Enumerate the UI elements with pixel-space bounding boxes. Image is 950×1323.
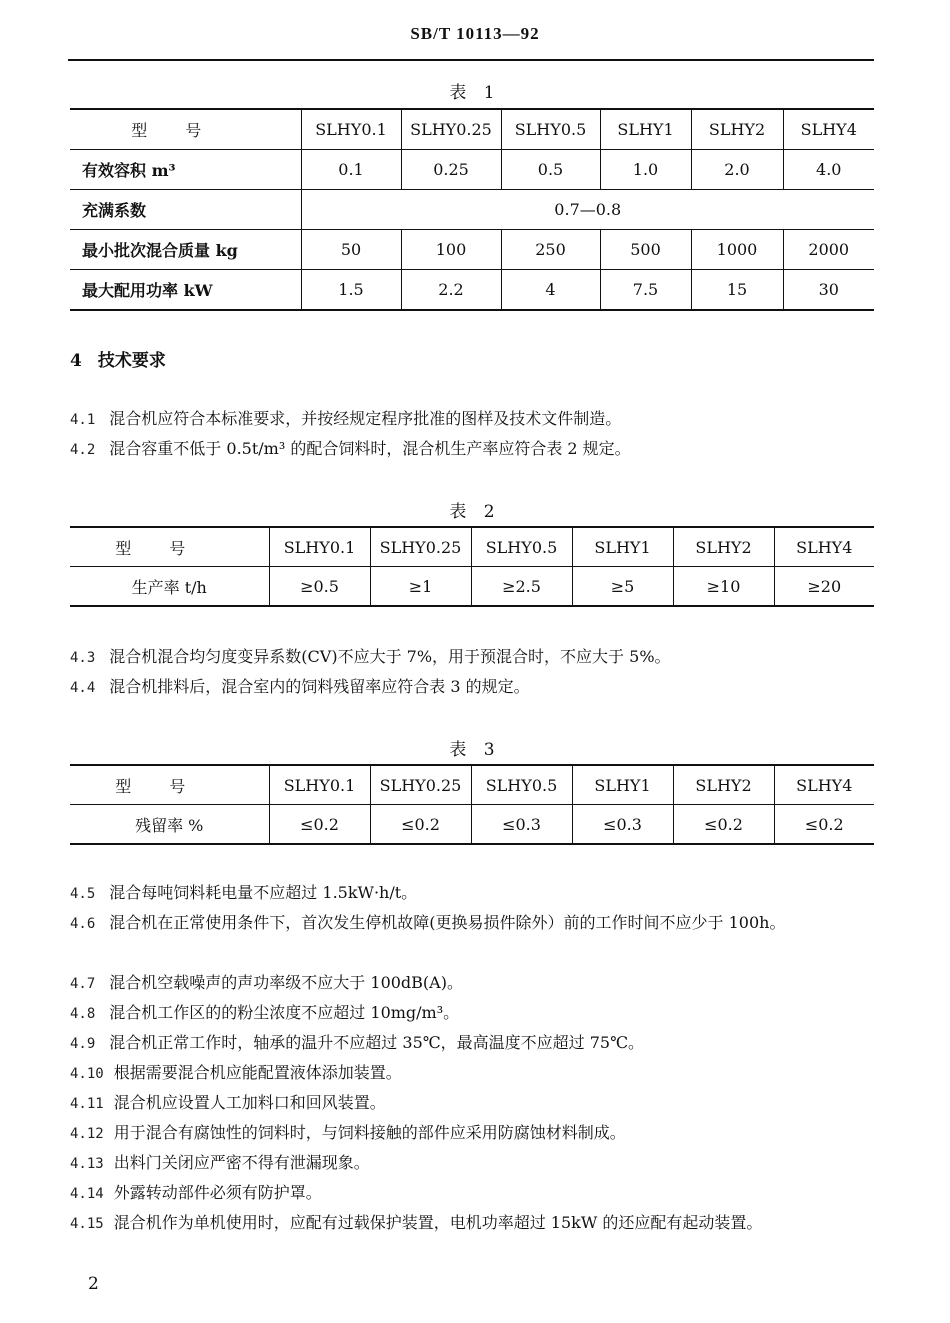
table2-model: SLHY0.1: [269, 527, 370, 567]
clause: [70, 908, 876, 939]
table-cell: 1.5: [301, 270, 401, 311]
table3-model: SLHY2: [673, 765, 774, 805]
clause-number: 4.14: [70, 1186, 104, 1202]
table3-model: SLHY0.1: [269, 765, 370, 805]
clause-number: 4.7: [70, 976, 96, 992]
table-cell: 2.2: [401, 270, 501, 311]
table2: [70, 526, 874, 607]
page-number: 2: [88, 1274, 99, 1294]
clause-number: 4.8: [70, 1006, 96, 1022]
clause: [70, 968, 876, 999]
table-cell: ≥20: [774, 567, 874, 607]
clause: [70, 1178, 876, 1209]
clause: [70, 642, 876, 673]
clause: [70, 1148, 876, 1179]
table1-caption: 表 1: [449, 83, 501, 103]
table-cell: 4.0: [783, 150, 874, 190]
table3-header-row: [70, 765, 874, 805]
table-cell: ≥10: [673, 567, 774, 607]
clause-text: 混合机工作区的的粉尘浓度不应超过 10mg/m³。: [109, 1003, 460, 1022]
table1: [70, 108, 874, 311]
table1-row-min-batch: [70, 230, 874, 270]
clause-text: 混合机排料后，混合室内的饲料残留率应符合表 3 的规定。: [109, 677, 530, 696]
clause: [70, 672, 876, 703]
table1-row-volume: [70, 150, 874, 190]
clause-number: 4.2: [70, 442, 96, 458]
table-cell: 15: [691, 270, 783, 311]
standard-number: SB/T 10113—92: [410, 24, 540, 43]
clause-text: 出料门关闭应严密不得有泄漏现象。: [113, 1153, 370, 1172]
table1-row-fill-factor: [70, 190, 874, 230]
table3-row-residue: [70, 805, 874, 845]
table-cell: ≥5: [572, 567, 673, 607]
clause-number: 4.12: [70, 1126, 104, 1142]
table3: [70, 764, 874, 845]
table3-model: SLHY0.25: [370, 765, 471, 805]
row-label: 生产率 t/h: [70, 567, 269, 607]
clause: [70, 1028, 876, 1059]
clause-text: 混合机混合均匀度变异系数(CV)不应大于 7%，用于预混合时，不应大于 5%。: [109, 647, 671, 666]
table2-model: SLHY0.5: [471, 527, 572, 567]
table1-model: SLHY4: [783, 109, 874, 150]
table1-model: SLHY2: [691, 109, 783, 150]
row-label: 残留率 %: [70, 805, 269, 845]
table1-model: SLHY1: [600, 109, 691, 150]
table-cell: 250: [501, 230, 600, 270]
table-cell: 0.5: [501, 150, 600, 190]
table-cell: ≥2.5: [471, 567, 572, 607]
table1-row-max-power: [70, 270, 874, 311]
table-cell: ≤0.2: [673, 805, 774, 845]
table1-head-label: 型号: [70, 109, 301, 150]
clause-number: 4.3: [70, 650, 96, 666]
table-cell: ≤0.3: [471, 805, 572, 845]
row-label: 充满系数: [70, 190, 301, 230]
table-cell: 0.25: [401, 150, 501, 190]
table1-model: SLHY0.1: [301, 109, 401, 150]
clause: [70, 1088, 876, 1119]
table3-head-label: 型号: [70, 765, 269, 805]
table-cell: 100: [401, 230, 501, 270]
table2-header-row: [70, 527, 874, 567]
section-title: 技术要求: [97, 351, 166, 371]
clause: [70, 1118, 876, 1149]
table1-model: SLHY0.25: [401, 109, 501, 150]
clause-text: 混合机在正常使用条件下，首次发生停机故障(更换易损件除外）前的工作时间不应少于 100h。: [109, 913, 786, 932]
clause-number: 4.15: [70, 1216, 104, 1232]
clause: [70, 998, 876, 1029]
table-cell: 50: [301, 230, 401, 270]
table2-row-productivity: [70, 567, 874, 607]
clause-text: 用于混合有腐蚀性的饲料时，与饲料接触的部件应采用防腐蚀材料制成。: [113, 1123, 626, 1142]
table2-model: SLHY2: [673, 527, 774, 567]
clause: [70, 878, 876, 909]
table3-caption: 表 3: [449, 740, 501, 760]
table2-caption: 表 2: [449, 502, 501, 522]
clause: [70, 434, 876, 465]
table-cell: ≤0.2: [269, 805, 370, 845]
table2-model: SLHY1: [572, 527, 673, 567]
clause-number: 4.10: [70, 1066, 104, 1082]
clause-number: 4.9: [70, 1036, 96, 1052]
clause-text: 混合机正常工作时，轴承的温升不应超过 35℃，最高温度不应超过 75℃。: [109, 1033, 644, 1052]
table-cell: 1.0: [600, 150, 691, 190]
table-cell: ≤0.2: [774, 805, 874, 845]
table1-model: SLHY0.5: [501, 109, 600, 150]
clause: [70, 404, 876, 435]
table-cell: 7.5: [600, 270, 691, 311]
clause-text: 混合机应设置人工加料口和回风装置。: [113, 1093, 386, 1112]
table1-header-row: [70, 109, 874, 150]
row-label: 有效容积 m³: [70, 150, 301, 190]
merged-cell: 0.7—0.8: [301, 190, 874, 230]
row-label: 最大配用功率 kW: [70, 270, 301, 311]
clause-text: 混合每吨饲料耗电量不应超过 1.5kW·h/t。: [109, 883, 418, 902]
clause-number: 4.6: [70, 916, 96, 932]
clause-text: 混合机作为单机使用时，应配有过载保护装置，电机功率超过 15kW 的还应配有起动装置。: [113, 1213, 763, 1232]
clause: [70, 1208, 876, 1239]
table-cell: ≥1: [370, 567, 471, 607]
clause-number: 4.1: [70, 412, 96, 428]
table2-model: SLHY4: [774, 527, 874, 567]
table2-model: SLHY0.25: [370, 527, 471, 567]
clause: [70, 1058, 876, 1089]
table-cell: 500: [600, 230, 691, 270]
table-cell: ≥0.5: [269, 567, 370, 607]
table3-model: SLHY0.5: [471, 765, 572, 805]
table-cell: ≤0.3: [572, 805, 673, 845]
section-number: 4: [70, 351, 82, 371]
table3-model: SLHY1: [572, 765, 673, 805]
clause-text: 混合机应符合本标准要求，并按经规定程序批准的图样及技术文件制造。: [109, 409, 622, 428]
table-cell: 0.1: [301, 150, 401, 190]
table-cell: 2000: [783, 230, 874, 270]
table-cell: 30: [783, 270, 874, 311]
header-rule: [68, 59, 874, 61]
table-cell: 2.0: [691, 150, 783, 190]
clause-number: 4.13: [70, 1156, 104, 1172]
table-cell: 4: [501, 270, 600, 311]
clause-text: 根据需要混合机应能配置液体添加装置。: [113, 1063, 402, 1082]
table-cell: 1000: [691, 230, 783, 270]
clause-text: 混合容重不低于 0.5t/m³ 的配合饲料时，混合机生产率应符合表 2 规定。: [109, 439, 631, 458]
table2-head-label: 型号: [70, 527, 269, 567]
clause-number: 4.4: [70, 680, 96, 696]
clause-number: 4.5: [70, 886, 96, 902]
clause-text: 混合机空载噪声的声功率级不应大于 100dB(A)。: [109, 973, 463, 992]
table-cell: ≤0.2: [370, 805, 471, 845]
row-label: 最小批次混合质量 kg: [70, 230, 301, 270]
section-heading: [70, 346, 182, 371]
table3-model: SLHY4: [774, 765, 874, 805]
clause-text: 外露转动部件必须有防护罩。: [113, 1183, 322, 1202]
clause-number: 4.11: [70, 1096, 104, 1112]
